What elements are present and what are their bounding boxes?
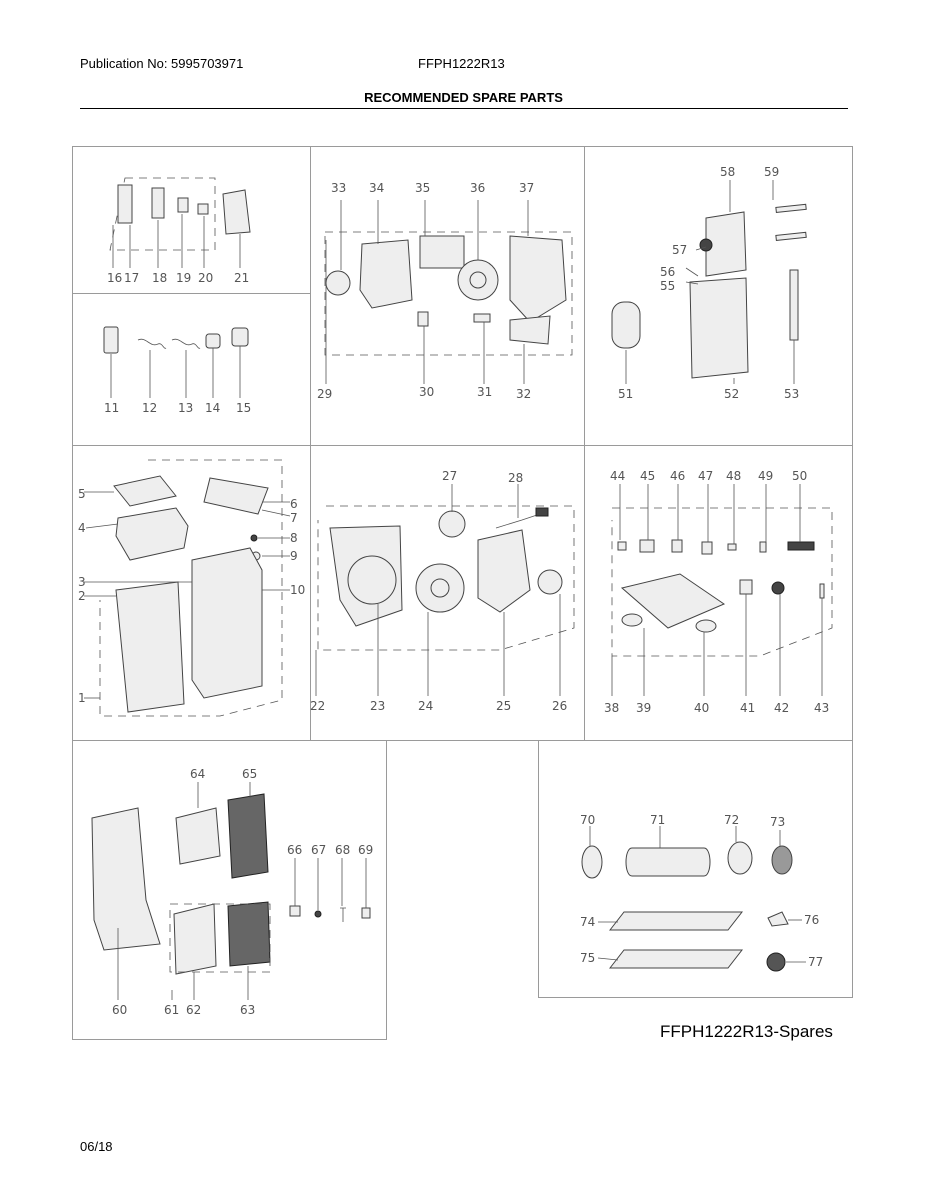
callout-label: 10	[290, 583, 306, 597]
callout-label: 47	[698, 469, 714, 483]
callout-label: 19	[176, 271, 192, 285]
callout-label: 29	[317, 387, 333, 401]
filters-illustration	[92, 782, 370, 1000]
page-title: RECOMMENDED SPARE PARTS	[364, 90, 563, 105]
callout-label: 38	[604, 701, 620, 715]
callout-label: 3	[78, 575, 86, 589]
callout-label: 55	[660, 279, 676, 293]
callout-label: 73	[770, 815, 786, 829]
callout-label: 28	[508, 471, 524, 485]
callout-label: 70	[580, 813, 596, 827]
callout-label: 27	[442, 469, 458, 483]
callout-label: 36	[470, 181, 486, 195]
callout-label: 42	[774, 701, 790, 715]
publication-number: Publication No: 5995703971	[80, 56, 244, 71]
fan-assembly-illustration	[325, 200, 572, 384]
panel9-labels	[580, 813, 823, 969]
callout-label: 45	[640, 469, 656, 483]
callout-label: 23	[370, 699, 386, 713]
accessory-parts-illustration	[104, 327, 248, 398]
callout-label: 35	[415, 181, 431, 195]
callout-label: 6	[290, 497, 298, 511]
callout-label: 57	[672, 243, 688, 257]
callout-label: 56	[660, 265, 676, 279]
window-kit-illustration	[582, 826, 806, 971]
callout-label: 72	[724, 813, 740, 827]
callout-label: 21	[234, 271, 250, 285]
callout-label: 50	[792, 469, 808, 483]
callout-label: 41	[740, 701, 756, 715]
panel1-labels	[107, 271, 249, 285]
callout-label: 16	[107, 271, 123, 285]
callout-label: 68	[335, 843, 351, 857]
callout-label: 69	[358, 843, 374, 857]
callout-label: 26	[552, 699, 568, 713]
callout-label: 13	[178, 401, 194, 415]
callout-label: 75	[580, 951, 596, 965]
callout-label: 76	[804, 913, 820, 927]
callout-label: 15	[236, 401, 252, 415]
callout-label: 59	[764, 165, 780, 179]
callout-label: 20	[198, 271, 214, 285]
callout-label: 5	[78, 487, 86, 501]
callout-label: 53	[784, 387, 800, 401]
callout-label: 58	[720, 165, 736, 179]
callout-label: 52	[724, 387, 740, 401]
panel2-labels	[104, 401, 251, 415]
callout-label: 64	[190, 767, 206, 781]
callout-label: 24	[418, 699, 434, 713]
callout-label: 12	[142, 401, 158, 415]
callout-label: 34	[369, 181, 385, 195]
callout-label: 44	[610, 469, 626, 483]
callout-label: 63	[240, 1003, 256, 1017]
callout-label: 65	[242, 767, 258, 781]
panel3-labels	[317, 181, 534, 401]
callout-label: 14	[205, 401, 221, 415]
callout-label: 60	[112, 1003, 128, 1017]
callout-label: 8	[290, 531, 298, 545]
callout-label: 49	[758, 469, 774, 483]
base-illustration	[612, 484, 832, 696]
blower-illustration	[316, 484, 574, 696]
cabinet-illustration	[84, 460, 290, 716]
callout-label: 66	[287, 843, 303, 857]
callout-label: 9	[290, 549, 298, 563]
callout-label: 1	[78, 691, 86, 705]
callout-label: 4	[78, 521, 86, 535]
callout-label: 46	[670, 469, 686, 483]
callout-label: 25	[496, 699, 512, 713]
callout-label: 30	[419, 385, 435, 399]
callout-label: 31	[477, 385, 493, 399]
callout-label: 77	[808, 955, 824, 969]
callout-label: 37	[519, 181, 535, 195]
callout-label: 71	[650, 813, 666, 827]
callout-label: 18	[152, 271, 168, 285]
callout-label: 22	[310, 699, 326, 713]
diagram-caption: FFPH1222R13-Spares	[660, 1022, 833, 1041]
callout-label: 11	[104, 401, 120, 415]
callout-label: 67	[311, 843, 327, 857]
callout-label: 17	[124, 271, 140, 285]
callout-label: 48	[726, 469, 742, 483]
callout-label: 32	[516, 387, 532, 401]
callout-label: 43	[814, 701, 830, 715]
callout-label: 33	[331, 181, 347, 195]
callout-label: 40	[694, 701, 710, 715]
callout-label: 7	[290, 511, 298, 525]
callout-label: 39	[636, 701, 652, 715]
control-parts-illustration	[110, 178, 250, 268]
callout-label: 62	[186, 1003, 202, 1017]
refrigeration-illustration	[612, 180, 806, 384]
callout-label: 2	[78, 589, 86, 603]
revision-date: 06/18	[80, 1139, 113, 1154]
callout-label: 74	[580, 915, 596, 929]
callout-label: 61	[164, 1003, 180, 1017]
callout-label: 51	[618, 387, 634, 401]
model-number: FFPH1222R13	[418, 56, 505, 71]
